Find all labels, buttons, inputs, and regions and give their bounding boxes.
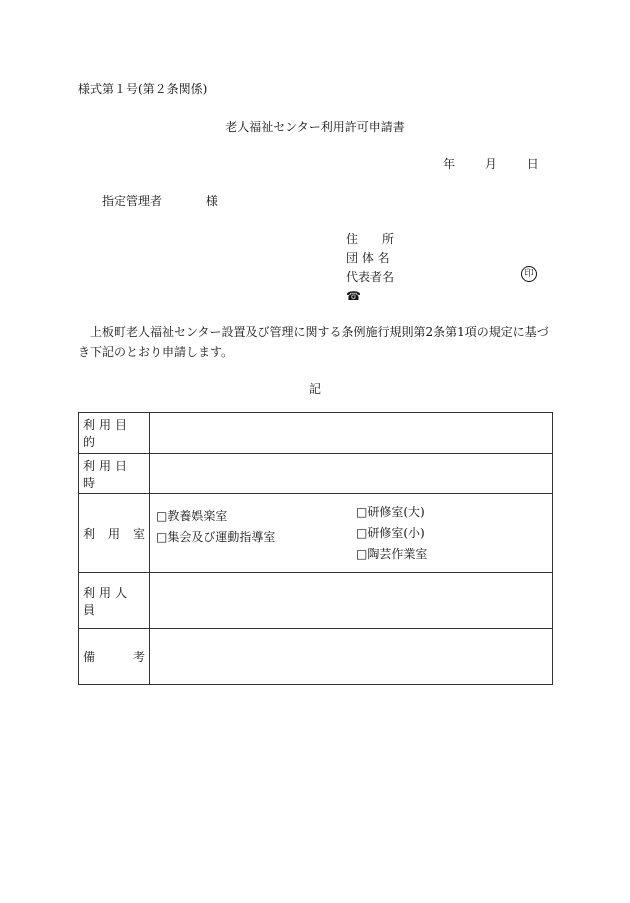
- applicant-block: [346, 230, 394, 306]
- people-field[interactable]: [150, 573, 553, 629]
- body-text: 上板町老人福祉センター設置及び管理に関する条例施行規則第2条第1項の規定に基づき下記のとおり申請します。: [78, 325, 549, 359]
- date-line: [443, 155, 539, 172]
- table-row-people: [79, 573, 553, 629]
- seal-mark: 印: [521, 266, 537, 282]
- form-number: 様式第１号(第２条関係): [78, 82, 208, 96]
- application-table: [78, 412, 553, 685]
- room-label: 利 用 室: [79, 494, 150, 573]
- room-option[interactable]: □教養娯楽室: [156, 508, 228, 523]
- room-option[interactable]: □集会及び運動指導室: [156, 529, 276, 544]
- purpose-field[interactable]: [150, 413, 553, 454]
- table-row-purpose: [79, 413, 553, 454]
- datetime-label: 利用日時: [79, 454, 150, 494]
- representative-label: 代表者名: [346, 270, 395, 284]
- ki-heading: 記: [308, 382, 321, 396]
- table-row-remarks: [79, 629, 553, 685]
- date-month: 月: [484, 157, 497, 171]
- document-title: 老人福祉センター利用許可申請書: [225, 120, 405, 134]
- addressee-name: 指定管理者: [102, 194, 163, 208]
- people-label: 利用人員: [79, 573, 150, 629]
- remarks-field[interactable]: [150, 629, 553, 685]
- purpose-label: 利用目的: [79, 413, 150, 454]
- addressee-honorific: 様: [205, 194, 218, 208]
- room-option[interactable]: □陶芸作業室: [356, 546, 428, 561]
- group-name-label: 団 体 名: [346, 251, 390, 265]
- room-field: [150, 494, 553, 573]
- datetime-field[interactable]: [150, 454, 553, 494]
- date-day: 日: [526, 157, 539, 171]
- telephone-icon: ☎: [346, 289, 361, 303]
- remarks-label: 備 考: [79, 629, 150, 685]
- date-year: 年: [443, 157, 456, 171]
- table-row-datetime: [79, 454, 553, 494]
- room-option[interactable]: □研修室(小): [356, 525, 425, 540]
- addressee: [102, 192, 218, 209]
- table-row-rooms: [79, 494, 553, 573]
- address-label: 住 所: [346, 232, 395, 246]
- room-option[interactable]: □研修室(大): [356, 504, 425, 519]
